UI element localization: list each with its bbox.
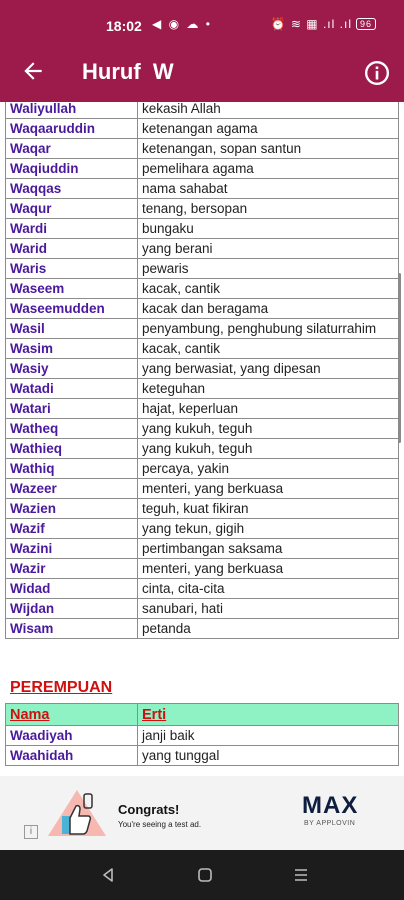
name-cell: Wathiq: [6, 459, 138, 479]
meaning-cell: penyambung, penghubung silaturrahim: [138, 319, 399, 339]
meaning-cell: ketenangan, sopan santun: [138, 139, 399, 159]
meaning-cell: pertimbangan saksama: [138, 539, 399, 559]
meaning-cell: sanubari, hati: [138, 599, 399, 619]
page-title: Huruf W: [82, 59, 174, 84]
header-nama: Nama: [6, 704, 138, 726]
name-cell: Wasiy: [6, 359, 138, 379]
meaning-cell: cinta, cita-cita: [138, 579, 399, 599]
table-row: [6, 239, 399, 259]
ad-brand-sub: BY APPLOVIN: [304, 820, 356, 827]
name-cell: Waqaaruddin: [6, 119, 138, 139]
table-row: [6, 519, 399, 539]
table-row: [6, 102, 399, 119]
name-cell: Wardi: [6, 219, 138, 239]
status-time: 18:02: [106, 18, 142, 34]
table-row: [6, 539, 399, 559]
nav-recents-icon[interactable]: [292, 866, 310, 884]
table-row: [6, 479, 399, 499]
table-row: [6, 159, 399, 179]
names-table: [5, 102, 399, 639]
name-cell: Wazir: [6, 559, 138, 579]
meaning-cell: teguh, kuat fikiran: [138, 499, 399, 519]
table-row: [6, 379, 399, 399]
name-cell: Wasim: [6, 339, 138, 359]
meaning-cell: kacak, cantik: [138, 339, 399, 359]
meaning-cell: kekasih Allah: [138, 102, 399, 119]
table-row: [6, 746, 399, 766]
table-row: [6, 119, 399, 139]
table-row: [6, 726, 399, 746]
name-cell: Waqqas: [6, 179, 138, 199]
table-row: [6, 619, 399, 639]
name-cell: Wazien: [6, 499, 138, 519]
table-row: [6, 279, 399, 299]
table-header-row: [6, 704, 399, 726]
table-row: [6, 579, 399, 599]
app-bar: [0, 42, 404, 102]
meaning-cell: yang kukuh, teguh: [138, 419, 399, 439]
table-row: [6, 199, 399, 219]
name-cell: Waliyullah: [6, 102, 138, 119]
table-row: [6, 559, 399, 579]
meaning-cell: kacak, cantik: [138, 279, 399, 299]
name-cell: Wazini: [6, 539, 138, 559]
table-row: [6, 459, 399, 479]
name-cell: Warid: [6, 239, 138, 259]
meaning-cell: yang tekun, gigih: [138, 519, 399, 539]
table-row: [6, 339, 399, 359]
meaning-cell: janji baik: [138, 726, 399, 746]
nav-home-icon[interactable]: [196, 866, 214, 884]
name-cell: Waqar: [6, 139, 138, 159]
table-row: [6, 139, 399, 159]
name-cell: Waris: [6, 259, 138, 279]
name-cell: Waahidah: [6, 746, 138, 766]
header-erti: Erti: [138, 704, 399, 726]
meaning-cell: petanda: [138, 619, 399, 639]
table-row: [6, 219, 399, 239]
table-row: [6, 319, 399, 339]
name-cell: Waseem: [6, 279, 138, 299]
meaning-cell: yang berwasiat, yang dipesan: [138, 359, 399, 379]
name-cell: Waqiuddin: [6, 159, 138, 179]
battery-icon: 96: [356, 18, 376, 30]
table-row: [6, 259, 399, 279]
meaning-cell: menteri, yang berkuasa: [138, 479, 399, 499]
system-icons-text: ⏰ ≋ ▦ .ıl .ıl: [270, 17, 352, 31]
section-title-perempuan: PEREMPUAN: [10, 679, 113, 696]
meaning-cell: nama sahabat: [138, 179, 399, 199]
notification-icons: ◀ ◉ ☁ •: [152, 17, 212, 31]
meaning-cell: hajat, keperluan: [138, 399, 399, 419]
name-cell: Wathieq: [6, 439, 138, 459]
table-row: [6, 179, 399, 199]
meaning-cell: kacak dan beragama: [138, 299, 399, 319]
meaning-cell: yang tunggal: [138, 746, 399, 766]
name-cell: Wisam: [6, 619, 138, 639]
table-row: [6, 359, 399, 379]
table-row: [6, 419, 399, 439]
meaning-cell: bungaku: [138, 219, 399, 239]
thumbs-up-illustration: [46, 788, 108, 838]
perempuan-table: [5, 703, 399, 766]
name-cell: Waseemudden: [6, 299, 138, 319]
name-cell: Watheq: [6, 419, 138, 439]
ad-headline: Congrats!: [118, 802, 180, 817]
ad-info-icon[interactable]: i: [24, 825, 38, 839]
ad-banner[interactable]: [0, 776, 404, 850]
name-cell: Waadiyah: [6, 726, 138, 746]
meaning-cell: tenang, bersopan: [138, 199, 399, 219]
name-cell: Wazeer: [6, 479, 138, 499]
scrollbar[interactable]: [398, 273, 401, 443]
meaning-cell: pemelihara agama: [138, 159, 399, 179]
table-row: [6, 399, 399, 419]
meaning-cell: yang kukuh, teguh: [138, 439, 399, 459]
table-row: [6, 439, 399, 459]
table-row: [6, 299, 399, 319]
navigation-bar: [0, 850, 404, 900]
name-cell: Wazif: [6, 519, 138, 539]
name-cell: Waqur: [6, 199, 138, 219]
status-bar: [0, 0, 404, 42]
back-arrow-icon[interactable]: [20, 58, 46, 84]
table-row: [6, 599, 399, 619]
name-cell: Widad: [6, 579, 138, 599]
name-cell: Watadi: [6, 379, 138, 399]
nav-back-icon[interactable]: [99, 866, 117, 884]
system-icons: [271, 17, 376, 31]
meaning-cell: keteguhan: [138, 379, 399, 399]
info-icon[interactable]: [364, 60, 390, 86]
ad-subtext: You're seeing a test ad.: [118, 820, 202, 829]
name-cell: Wasil: [6, 319, 138, 339]
name-cell: Watari: [6, 399, 138, 419]
ad-brand-logo: MAX: [302, 792, 359, 819]
table-row: [6, 499, 399, 519]
meaning-cell: yang berani: [138, 239, 399, 259]
meaning-cell: menteri, yang berkuasa: [138, 559, 399, 579]
meaning-cell: pewaris: [138, 259, 399, 279]
names-content[interactable]: [0, 102, 404, 767]
name-cell: Wijdan: [6, 599, 138, 619]
meaning-cell: ketenangan agama: [138, 119, 399, 139]
meaning-cell: percaya, yakin: [138, 459, 399, 479]
